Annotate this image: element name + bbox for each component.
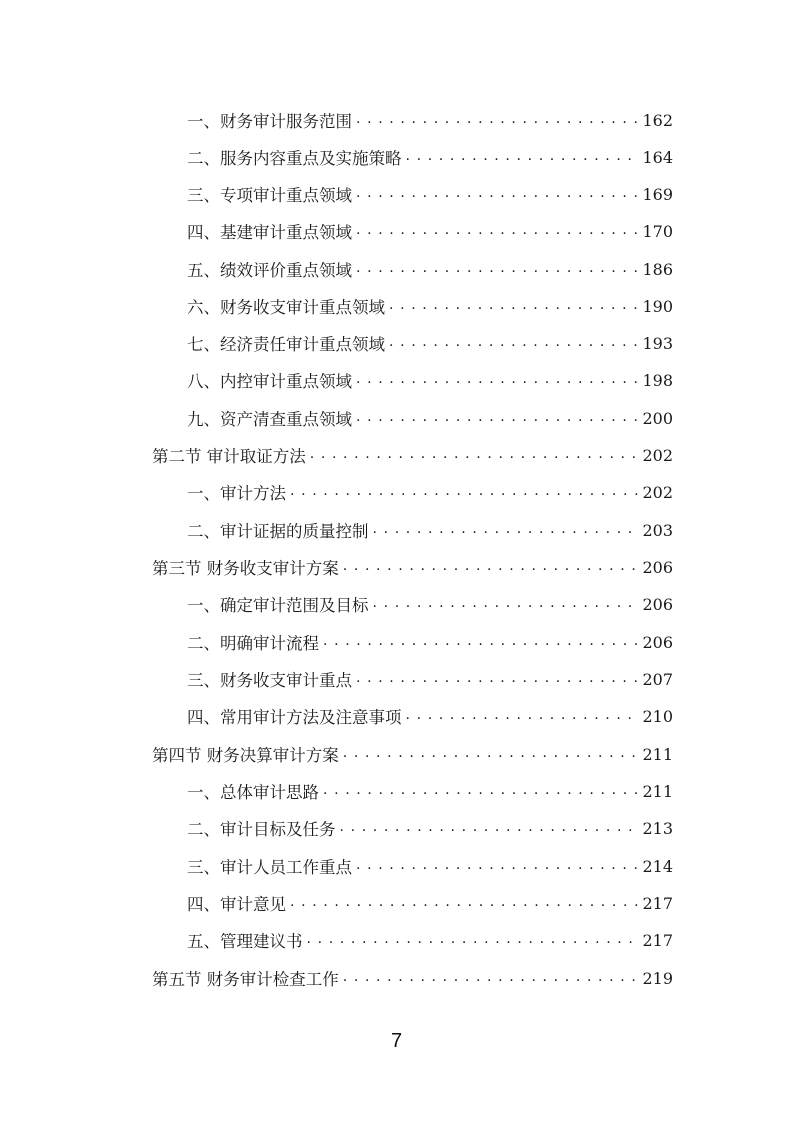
toc-entry-page: 211 xyxy=(638,782,673,801)
toc-entry-page: 170 xyxy=(638,222,673,241)
toc-entry[interactable] xyxy=(187,254,673,284)
toc-leader-dots xyxy=(356,216,638,246)
toc-entry-title: 三、审计人员工作重点 xyxy=(187,854,356,878)
toc-entry[interactable] xyxy=(187,477,673,507)
toc-entry-title: 一、总体审计思路 xyxy=(187,779,323,803)
toc-leader-dots xyxy=(290,477,638,507)
toc-entry-page: 207 xyxy=(638,670,673,689)
toc-entry-page: 214 xyxy=(638,857,673,876)
toc-entry-title: 第三节 财务收支审计方案 xyxy=(152,555,343,579)
toc-entry-title: 一、确定审计范围及目标 xyxy=(187,592,373,616)
toc-leader-dots xyxy=(356,664,638,694)
toc-entry-page: 213 xyxy=(638,819,673,838)
toc-entry[interactable] xyxy=(187,291,673,321)
toc-entry[interactable] xyxy=(187,627,673,657)
toc-entry[interactable] xyxy=(187,664,673,694)
toc-leader-dots xyxy=(356,403,638,433)
toc-leader-dots xyxy=(389,328,638,358)
toc-leader-dots xyxy=(343,739,639,769)
toc-entry[interactable] xyxy=(187,925,673,955)
toc-entry[interactable] xyxy=(187,105,673,135)
toc-entry-title: 第四节 财务决算审计方案 xyxy=(152,742,343,766)
toc-leader-dots xyxy=(290,888,638,918)
toc-entry-page: 211 xyxy=(638,745,673,764)
toc-section-entry[interactable] xyxy=(152,963,673,993)
toc-entry-title: 一、财务审计服务范围 xyxy=(187,108,356,132)
toc-leader-dots xyxy=(389,291,638,321)
toc-entry-title: 第五节 财务审计检查工作 xyxy=(152,966,343,990)
toc-leader-dots xyxy=(406,142,639,172)
toc-entry-title: 四、基建审计重点领域 xyxy=(187,219,356,243)
toc-entry-page: 206 xyxy=(638,595,673,614)
toc-entry[interactable] xyxy=(187,813,673,843)
toc-entry-page: 210 xyxy=(638,707,673,726)
toc-leader-dots xyxy=(356,254,638,284)
toc-entry-page: 162 xyxy=(638,111,673,130)
toc-entry[interactable] xyxy=(187,365,673,395)
toc-entry-page: 198 xyxy=(638,371,673,390)
toc-entry-page: 202 xyxy=(638,446,673,465)
toc-entry-title: 四、审计意见 xyxy=(187,891,290,915)
toc-entry-title: 六、财务收支审计重点领域 xyxy=(187,294,389,318)
page-number: 7 xyxy=(390,1030,403,1052)
toc-entry[interactable] xyxy=(187,776,673,806)
toc-entry-title: 九、资产清查重点领域 xyxy=(187,406,356,430)
toc-entry-page: 206 xyxy=(638,633,673,652)
toc-entry-page: 206 xyxy=(638,558,673,577)
toc-entry-title: 三、财务收支审计重点 xyxy=(187,667,356,691)
toc-entry-page: 202 xyxy=(638,483,673,502)
toc-entry[interactable] xyxy=(187,328,673,358)
toc-entry-title: 五、管理建议书 xyxy=(187,928,307,952)
toc-leader-dots xyxy=(373,515,639,545)
toc-entry-title: 第二节 审计取证方法 xyxy=(152,443,310,467)
toc-entry-page: 193 xyxy=(638,334,673,353)
toc-leader-dots xyxy=(373,589,639,619)
toc-entry-title: 四、常用审计方法及注意事项 xyxy=(187,704,406,728)
toc-entry[interactable] xyxy=(187,589,673,619)
toc-leader-dots xyxy=(406,701,639,731)
toc-entry-page: 219 xyxy=(638,969,673,988)
toc-leader-dots xyxy=(323,776,638,806)
toc-entry-title: 八、内控审计重点领域 xyxy=(187,368,356,392)
toc-entry[interactable] xyxy=(187,701,673,731)
toc-entry[interactable] xyxy=(187,851,673,881)
toc-entry-title: 二、审计目标及任务 xyxy=(187,816,340,840)
toc-leader-dots xyxy=(356,179,638,209)
toc-leader-dots xyxy=(343,963,639,993)
toc-entry-page: 190 xyxy=(638,297,673,316)
toc-entry-title: 二、明确审计流程 xyxy=(187,630,323,654)
toc-entry[interactable] xyxy=(187,888,673,918)
toc-entry[interactable] xyxy=(187,515,673,545)
toc-entry-page: 164 xyxy=(638,148,673,167)
toc-leader-dots xyxy=(340,813,639,843)
toc-entry-page: 186 xyxy=(638,260,673,279)
toc-entry-title: 七、经济责任审计重点领域 xyxy=(187,331,389,355)
toc-leader-dots xyxy=(356,105,638,135)
toc-entry-title: 二、审计证据的质量控制 xyxy=(187,518,373,542)
toc-entry-page: 203 xyxy=(638,521,673,540)
toc-leader-dots xyxy=(323,627,638,657)
toc-entry-title: 三、专项审计重点领域 xyxy=(187,182,356,206)
toc-entry[interactable] xyxy=(187,403,673,433)
toc-section-entry[interactable] xyxy=(152,440,673,470)
toc-entry-page: 217 xyxy=(638,931,673,950)
toc-entry-page: 169 xyxy=(638,185,673,204)
toc-entry-title: 五、绩效评价重点领域 xyxy=(187,257,356,281)
toc-entry[interactable] xyxy=(187,216,673,246)
toc-entry-page: 200 xyxy=(638,409,673,428)
toc-leader-dots xyxy=(343,552,639,582)
toc-entry-page: 217 xyxy=(638,894,673,913)
toc-entry-title: 一、审计方法 xyxy=(187,480,290,504)
toc-section-entry[interactable] xyxy=(152,552,673,582)
toc-entry[interactable] xyxy=(187,142,673,172)
toc-entry-title: 二、服务内容重点及实施策略 xyxy=(187,145,406,169)
toc-leader-dots xyxy=(310,440,639,470)
toc-entry[interactable] xyxy=(187,179,673,209)
toc-leader-dots xyxy=(356,851,638,881)
toc-leader-dots xyxy=(307,925,639,955)
toc-section-entry[interactable] xyxy=(152,739,673,769)
toc-leader-dots xyxy=(356,365,638,395)
